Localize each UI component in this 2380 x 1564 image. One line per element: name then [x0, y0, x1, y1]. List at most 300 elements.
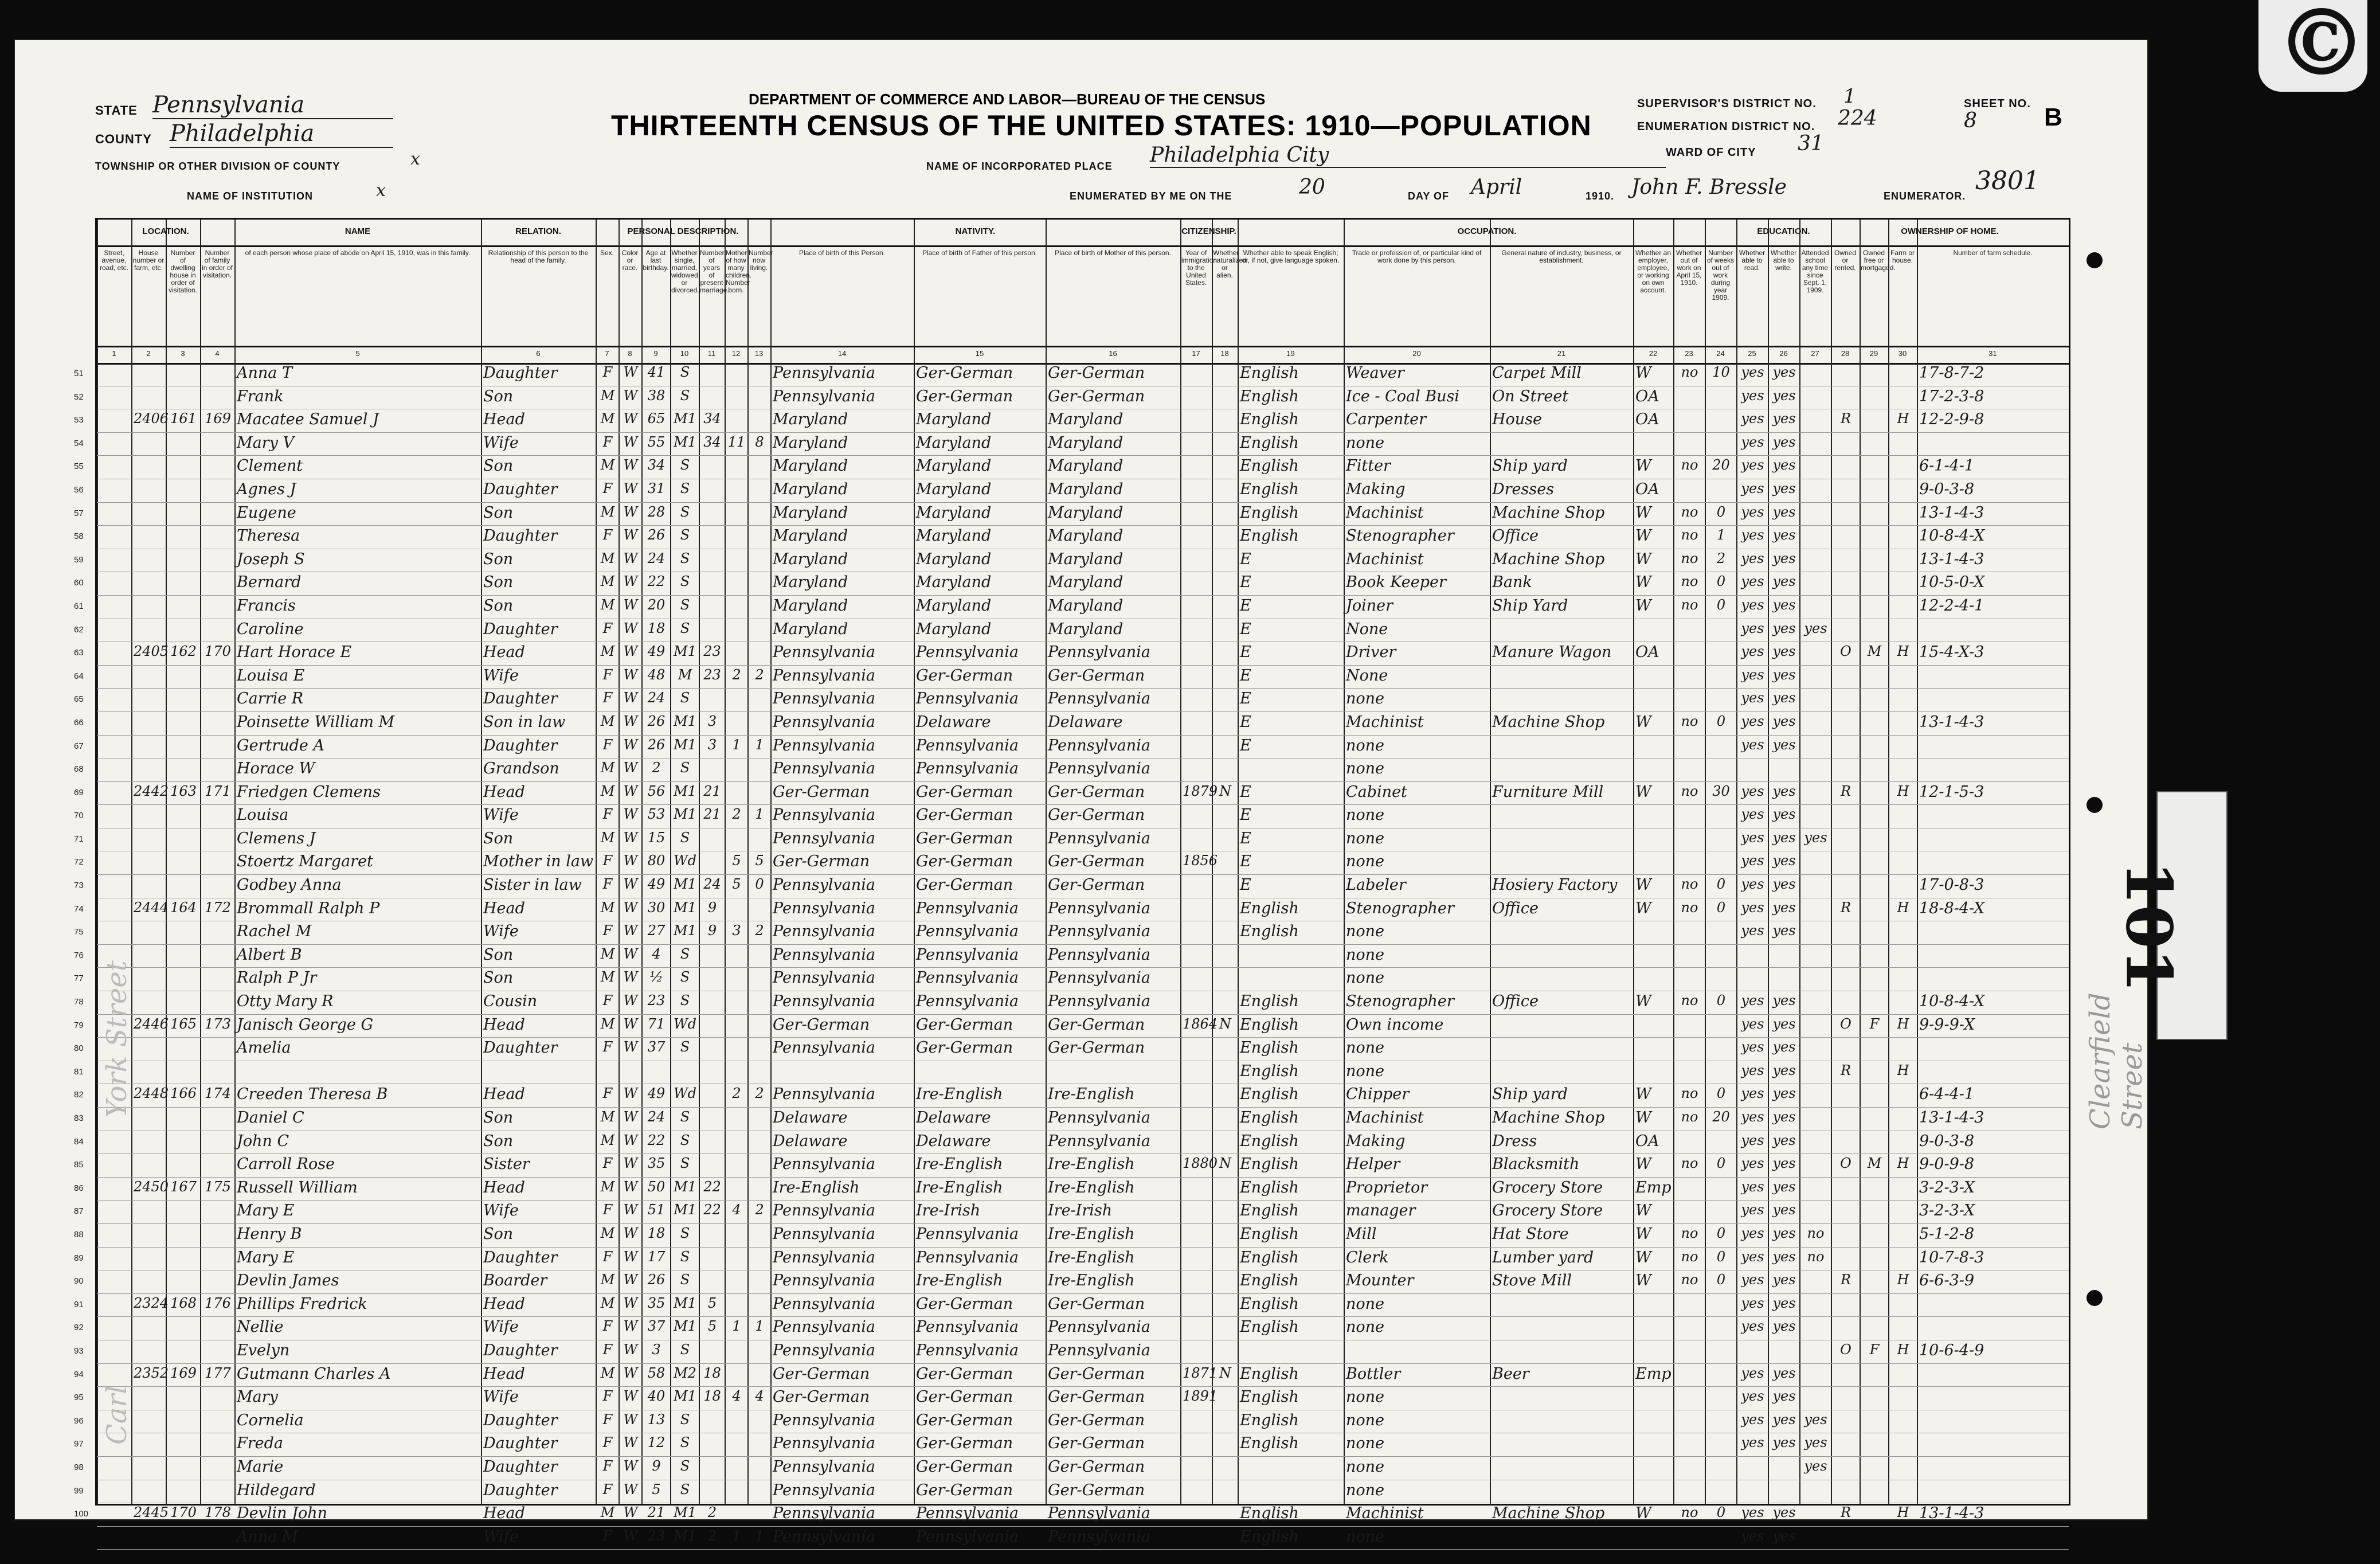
cell-name: Anna M [237, 1527, 298, 1546]
cell-sex: M [600, 760, 615, 776]
cell-fam: 177 [205, 1364, 231, 1381]
cell-lang: English [1240, 1504, 1299, 1523]
cell-sex: M [600, 550, 615, 566]
cell-born: 1 [732, 1318, 741, 1335]
cell-color: W [623, 1272, 638, 1288]
cell-color: W [623, 1225, 638, 1241]
column-heading: Owned free or mortgaged. [1861, 249, 1896, 272]
cell-read: yes [1741, 1364, 1764, 1381]
sheet-side: B [2044, 103, 2062, 131]
cell-write: yes [1772, 992, 1796, 1009]
institution-label: NAME OF INSTITUTION [187, 190, 313, 202]
cell-sex: M [600, 713, 615, 729]
cell-pobf: Maryland [916, 527, 992, 545]
cell-pobf: Maryland [916, 596, 992, 615]
cell-ms: M1 [674, 433, 696, 450]
cell-rel: Wife [483, 922, 519, 941]
cell-nat: N [1219, 783, 1231, 799]
cell-pobf: Ger-German [916, 1457, 1013, 1476]
cell-read: yes [1741, 829, 1764, 846]
cell-name: Albert B [237, 945, 302, 964]
cell-pobm: Pennsylvania [1048, 829, 1150, 847]
line-number: 51 [74, 369, 84, 378]
cell-fam: 171 [205, 783, 231, 799]
cell-trade: Clerk [1346, 1248, 1389, 1266]
column-heading: Place of birth of this Person. [798, 249, 886, 257]
cell-age: 37 [647, 1039, 666, 1055]
cell-sex: F [602, 433, 613, 450]
cell-oow: no [1681, 550, 1698, 566]
cell-ms: S [680, 573, 690, 590]
line-number: 64 [74, 671, 84, 681]
cell-age: 30 [647, 899, 666, 916]
cell-ind: Office [1492, 992, 1539, 1011]
column-heading: Place of birth of Father of this person. [922, 249, 1038, 257]
cell-age: 58 [647, 1364, 666, 1381]
cell-pobm: Pennsylvania [1048, 736, 1150, 754]
cell-pobm: Ger-German [1048, 1481, 1145, 1499]
cell-sched: 18-8-4-X [1919, 899, 1985, 917]
cell-pob: Maryland [773, 433, 848, 452]
cell-dw: 161 [170, 410, 197, 427]
cell-trade: none [1346, 1457, 1385, 1476]
cell-read: yes [1741, 736, 1764, 753]
cell-oow: no [1681, 573, 1698, 590]
line-number: 53 [74, 415, 84, 425]
line-number: 87 [74, 1206, 84, 1217]
cell-pob: Ger-German [773, 853, 870, 871]
cell-name: Janisch George G [237, 1015, 374, 1034]
cell-oow: no [1681, 992, 1698, 1009]
cell-sched: 13-1-4-3 [1919, 503, 1984, 522]
cell-trade: none [1346, 922, 1385, 941]
cell-read: yes [1741, 1178, 1764, 1195]
cell-pobf: Pennsylvania [916, 992, 1019, 1011]
cell-lang: English [1240, 1039, 1299, 1057]
cell-pobf: Pennsylvania [916, 760, 1019, 778]
column-heading: Number of years of present marriage. [700, 249, 729, 294]
cell-color: W [623, 945, 638, 962]
cell-pob: Maryland [773, 550, 848, 568]
cell-read: yes [1741, 922, 1764, 939]
cell-yrs: 23 [703, 643, 721, 660]
cell-sex: F [602, 853, 613, 869]
sheet-label: SHEET NO. [1964, 97, 2031, 110]
cell-emp: Emp [1635, 1364, 1672, 1383]
line-number: 84 [74, 1136, 84, 1147]
cell-lang: English [1240, 1015, 1299, 1034]
cell-rel: Daughter [483, 736, 558, 754]
cell-emp: W [1635, 1155, 1651, 1174]
table-row [74, 503, 2069, 526]
cell-sched: 13-1-4-3 [1919, 1109, 1984, 1127]
cell-ms: S [680, 945, 690, 962]
cell-rel: Head [483, 899, 525, 917]
cell-name: Theresa [237, 527, 300, 545]
cell-lang: English [1240, 1062, 1299, 1080]
cell-pobf: Delaware [916, 1132, 991, 1150]
cell-age: 53 [647, 806, 666, 823]
cell-trade: none [1346, 690, 1385, 708]
cell-emp: W [1635, 596, 1651, 615]
cell-born: 4 [732, 1202, 741, 1218]
cell-name: Cornelia [237, 1411, 304, 1429]
cell-color: W [623, 736, 638, 753]
cell-ms: S [680, 1272, 690, 1288]
cell-rel: Wife [483, 666, 519, 685]
cell-pobf: Ger-German [916, 1295, 1013, 1313]
cell-read: yes [1741, 480, 1764, 496]
cell-pobm: Ger-German [1048, 1434, 1145, 1453]
line-number: 99 [74, 1485, 84, 1496]
cell-lang: English [1240, 480, 1299, 498]
cell-age: 18 [647, 1225, 666, 1241]
cell-sched: 15-4-X-3 [1919, 643, 1984, 662]
cell-farm: H [1897, 1341, 1909, 1358]
cell-rel: Daughter [483, 620, 558, 638]
cell-trade: Machinist [1346, 1504, 1424, 1523]
cell-color: W [623, 1295, 638, 1311]
supervisor-label: SUPERVISOR'S DISTRICT NO. [1637, 97, 1817, 110]
cell-color: W [623, 876, 638, 893]
cell-age: 80 [647, 853, 666, 869]
cell-ind: Office [1492, 527, 1539, 545]
department-line: DEPARTMENT OF COMMERCE AND LABOR—BUREAU OF THE CENSUS [749, 91, 1266, 108]
cell-fam: 173 [205, 1015, 231, 1032]
cell-pob: Pennsylvania [773, 806, 875, 824]
cell-ind: Ship yard [1492, 1085, 1568, 1104]
cell-name: Carroll Rose [237, 1155, 335, 1174]
cell-color: W [623, 853, 638, 869]
line-number: 79 [74, 1020, 84, 1030]
cell-age: 24 [647, 550, 666, 566]
cell-pobf: Maryland [916, 620, 992, 638]
line-number: 59 [74, 554, 84, 565]
cell-emp: W [1635, 1225, 1651, 1243]
cell-sex: M [600, 1132, 615, 1148]
cell-living: 1 [755, 806, 764, 823]
cell-ms: S [680, 1039, 690, 1055]
cell-pobf: Ire-English [916, 1178, 1003, 1197]
cell-pob: Ger-German [773, 1015, 870, 1034]
cell-sched: 10-8-4-X [1919, 992, 1985, 1011]
table-row [74, 875, 2069, 898]
cell-pob: Pennsylvania [773, 1202, 875, 1220]
table-row [74, 898, 2069, 922]
cell-ms: M1 [674, 1318, 696, 1335]
cell-ind: Machine Shop [1492, 713, 1605, 731]
cell-sex: F [602, 1202, 613, 1218]
table-row [74, 1410, 2069, 1434]
cell-read: yes [1741, 1039, 1764, 1055]
cell-name: Marie [237, 1457, 284, 1476]
cell-sched: 17-8-7-2 [1919, 364, 1984, 382]
line-number: 90 [74, 1276, 84, 1287]
cell-emp: W [1635, 527, 1651, 545]
cell-write: yes [1772, 1132, 1796, 1148]
cell-age: 26 [647, 736, 666, 753]
column-number: 7 [605, 349, 609, 358]
line-number: 81 [74, 1066, 84, 1077]
cell-lang: E [1240, 550, 1251, 568]
cell-sex: F [602, 480, 613, 496]
cell-imm: 1879 [1183, 783, 1218, 799]
column-heading: Whether able to read. [1739, 249, 1766, 272]
cell-own: R [1840, 1062, 1851, 1078]
cell-color: W [623, 690, 638, 706]
cell-ms: M1 [674, 1202, 696, 1218]
column-group-7: EDUCATION. [1757, 226, 1810, 236]
cell-dw: 167 [170, 1178, 197, 1195]
cell-rel: Son [483, 503, 514, 522]
cell-sched: 10-5-0-X [1919, 573, 1985, 592]
cell-sex: F [602, 1248, 613, 1265]
cell-oow: no [1681, 503, 1698, 520]
cell-pobf: Pennsylvania [916, 922, 1019, 941]
cell-color: W [623, 806, 638, 823]
line-number: 76 [74, 950, 84, 960]
line-number: 57 [74, 508, 84, 518]
cell-pob: Pennsylvania [773, 945, 875, 964]
line-number: 66 [74, 717, 84, 728]
cell-lang: English [1240, 364, 1299, 382]
cell-born: 2 [732, 806, 741, 823]
line-number: 82 [74, 1090, 84, 1100]
cell-pob: Ger-German [773, 1364, 870, 1383]
cell-ms: M1 [674, 1504, 696, 1521]
cell-color: W [623, 1481, 638, 1497]
cell-rel: Head [483, 1295, 525, 1313]
cell-farm: H [1897, 899, 1909, 916]
column-heading: Whether naturalized or alien. [1213, 249, 1247, 279]
line-number: 52 [74, 392, 84, 402]
cell-trade: none [1346, 1527, 1385, 1546]
column-number: 16 [1109, 349, 1117, 358]
cell-sched: 3-2-3-X [1919, 1202, 1975, 1220]
margin-street-1: York Street [101, 960, 133, 1118]
cell-color: W [623, 1015, 638, 1032]
cell-ms: S [680, 387, 690, 404]
column-heading: Whether able to speak English; or, if not, give language spoken. [1242, 249, 1340, 264]
cell-trade: none [1346, 853, 1385, 871]
header-rule [97, 245, 2069, 247]
cell-pobm: Pennsylvania [1048, 945, 1150, 964]
cell-lang: English [1240, 1527, 1299, 1546]
cell-write: yes [1772, 1364, 1796, 1381]
cell-color: W [623, 1155, 638, 1172]
cell-own: O [1840, 1155, 1851, 1172]
cell-rel: Daughter [483, 690, 558, 708]
cell-yrs: 2 [707, 1527, 717, 1544]
column-group-5: CITIZENSHIP. [1181, 226, 1236, 236]
cell-age: 65 [647, 410, 666, 427]
cell-read: yes [1741, 853, 1764, 869]
cell-write: yes [1772, 922, 1796, 939]
cell-dw: 168 [170, 1295, 197, 1311]
cell-pobf: Pennsylvania [916, 1248, 1019, 1266]
cell-yrs: 22 [703, 1202, 721, 1218]
cell-ms: S [680, 690, 690, 706]
cell-ms: S [680, 1248, 690, 1265]
line-number: 58 [74, 531, 84, 542]
cell-trade: manager [1346, 1202, 1416, 1220]
cell-pob: Delaware [773, 1109, 848, 1127]
cell-yrs: 18 [703, 1388, 721, 1405]
cell-born: 4 [732, 1388, 741, 1405]
cell-pobm: Pennsylvania [1048, 992, 1150, 1011]
cell-ms: S [680, 527, 690, 544]
cell-color: W [623, 620, 638, 636]
cell-oow: no [1681, 457, 1698, 474]
cell-ind: Furniture Mill [1492, 783, 1604, 801]
cell-pob: Maryland [773, 573, 848, 592]
cell-yrs: 22 [703, 1178, 721, 1195]
cell-sex: F [602, 992, 613, 1009]
cell-age: 18 [647, 620, 666, 636]
cell-pobm: Pennsylvania [1048, 1341, 1150, 1359]
cell-sex: M [600, 457, 615, 474]
cell-pobf: Delaware [916, 713, 991, 731]
cell-color: W [623, 387, 638, 404]
cell-trade: Ice - Coal Busi [1346, 387, 1460, 405]
cell-color: W [623, 992, 638, 1009]
cell-name: Louisa [237, 806, 289, 824]
cell-trade: Mounter [1346, 1272, 1414, 1290]
cell-sched: 17-0-8-3 [1919, 876, 1984, 894]
cell-oow: no [1681, 527, 1698, 544]
cell-pobm: Pennsylvania [1048, 690, 1150, 708]
cell-lang: English [1240, 1202, 1299, 1220]
cell-rel: Cousin [483, 992, 538, 1011]
column-group-0: LOCATION. [142, 226, 189, 236]
cell-trade: none [1346, 945, 1385, 964]
cell-ind: Ship yard [1492, 457, 1568, 475]
cell-rel: Son in law [483, 713, 566, 731]
cell-read: yes [1741, 1109, 1764, 1125]
cell-name: Horace W [237, 760, 315, 778]
cell-farm: H [1897, 1272, 1909, 1288]
cell-sex: M [600, 503, 615, 520]
cell-rel: Head [483, 1015, 525, 1034]
cell-pob: Maryland [773, 480, 848, 498]
line-number: 74 [74, 904, 84, 914]
cell-pob: Maryland [773, 503, 848, 522]
place-value: Philadelphia City [1150, 143, 1666, 168]
cell-age: 17 [647, 1248, 666, 1265]
cell-trade: none [1346, 433, 1385, 452]
cell-read: yes [1741, 620, 1764, 636]
cell-rel: Son [483, 1225, 514, 1243]
cell-house: 2445 [134, 1504, 169, 1521]
cell-rel: Son [483, 457, 514, 475]
table-row [74, 736, 2069, 759]
cell-color: W [623, 666, 638, 683]
cell-weeks: 0 [1716, 1155, 1726, 1172]
cell-lang: English [1240, 527, 1299, 545]
cell-nat: N [1219, 1155, 1231, 1172]
cell-rel: Daughter [483, 527, 558, 545]
cell-trade: none [1346, 1481, 1385, 1499]
table-row [74, 386, 2069, 410]
cell-trade: None [1346, 666, 1388, 685]
cell-ms: M1 [674, 1388, 696, 1405]
cell-rel: Mother in law [483, 853, 594, 871]
cell-pobm: Maryland [1048, 527, 1124, 545]
cell-lang: English [1240, 1364, 1299, 1383]
cell-emp: W [1635, 457, 1651, 475]
column-number: 11 [707, 349, 716, 358]
cell-sex: M [600, 1272, 615, 1288]
cell-oow: no [1681, 899, 1698, 916]
cell-write: yes [1772, 503, 1796, 520]
cell-dw: 162 [170, 643, 197, 660]
cell-rel: Head [483, 410, 525, 429]
line-number: 89 [74, 1253, 84, 1263]
cell-trade: none [1346, 1434, 1385, 1453]
cell-school: no [1807, 1248, 1825, 1265]
cell-dw: 169 [170, 1364, 197, 1381]
cell-ind: Blacksmith [1492, 1155, 1580, 1174]
cell-sex: F [602, 1341, 613, 1358]
cell-age: 22 [647, 573, 666, 590]
cell-lang: English [1240, 992, 1299, 1011]
cell-ms: M1 [674, 1527, 696, 1544]
cell-pobm: Ire-English [1048, 1085, 1135, 1104]
cell-color: W [623, 503, 638, 520]
cell-age: 23 [647, 1527, 666, 1544]
cell-ms: S [680, 1225, 690, 1241]
cell-write: yes [1772, 1388, 1796, 1405]
column-heading: Attended school any time since Sept. 1, 1909. [1801, 249, 1829, 294]
cell-pob: Maryland [773, 620, 848, 638]
cell-read: yes [1741, 1434, 1764, 1451]
cell-rel: Daughter [483, 1457, 558, 1476]
cell-read: yes [1741, 899, 1764, 916]
cell-rel: Son [483, 573, 514, 592]
cell-age: 49 [647, 876, 666, 893]
cell-yrs: 23 [703, 666, 721, 683]
cell-pobf: Pennsylvania [916, 643, 1019, 662]
enumeration-district-value: 224 [1838, 107, 1877, 130]
cell-sex: F [602, 806, 613, 823]
cell-age: 22 [647, 1132, 666, 1148]
cell-sex: F [602, 364, 613, 380]
cell-age: 15 [647, 829, 666, 846]
cell-write: yes [1772, 1062, 1796, 1078]
cell-write: yes [1772, 713, 1796, 729]
cell-pobm: Ire-English [1048, 1155, 1135, 1174]
line-number: 55 [74, 462, 84, 472]
cell-age: 26 [647, 527, 666, 544]
cell-trade: Stenographer [1346, 527, 1454, 545]
cell-trade: none [1346, 829, 1385, 847]
cell-weeks: 0 [1716, 1504, 1726, 1521]
table-row [74, 549, 2069, 573]
cell-ms: S [680, 829, 690, 846]
cell-pobm: Pennsylvania [1048, 1132, 1150, 1150]
cell-color: W [623, 480, 638, 496]
cell-age: ½ [649, 969, 663, 986]
cell-ind: Hosiery Factory [1492, 876, 1618, 894]
cell-color: W [623, 1085, 638, 1102]
cell-sex: M [600, 969, 615, 986]
cell-color: W [623, 1318, 638, 1335]
cell-own: R [1840, 1504, 1851, 1521]
cell-name: Phillips Fredrick [237, 1295, 367, 1313]
cell-name: Amelia [237, 1039, 291, 1057]
cell-age: 4 [652, 945, 661, 962]
cell-age: 49 [647, 643, 666, 660]
